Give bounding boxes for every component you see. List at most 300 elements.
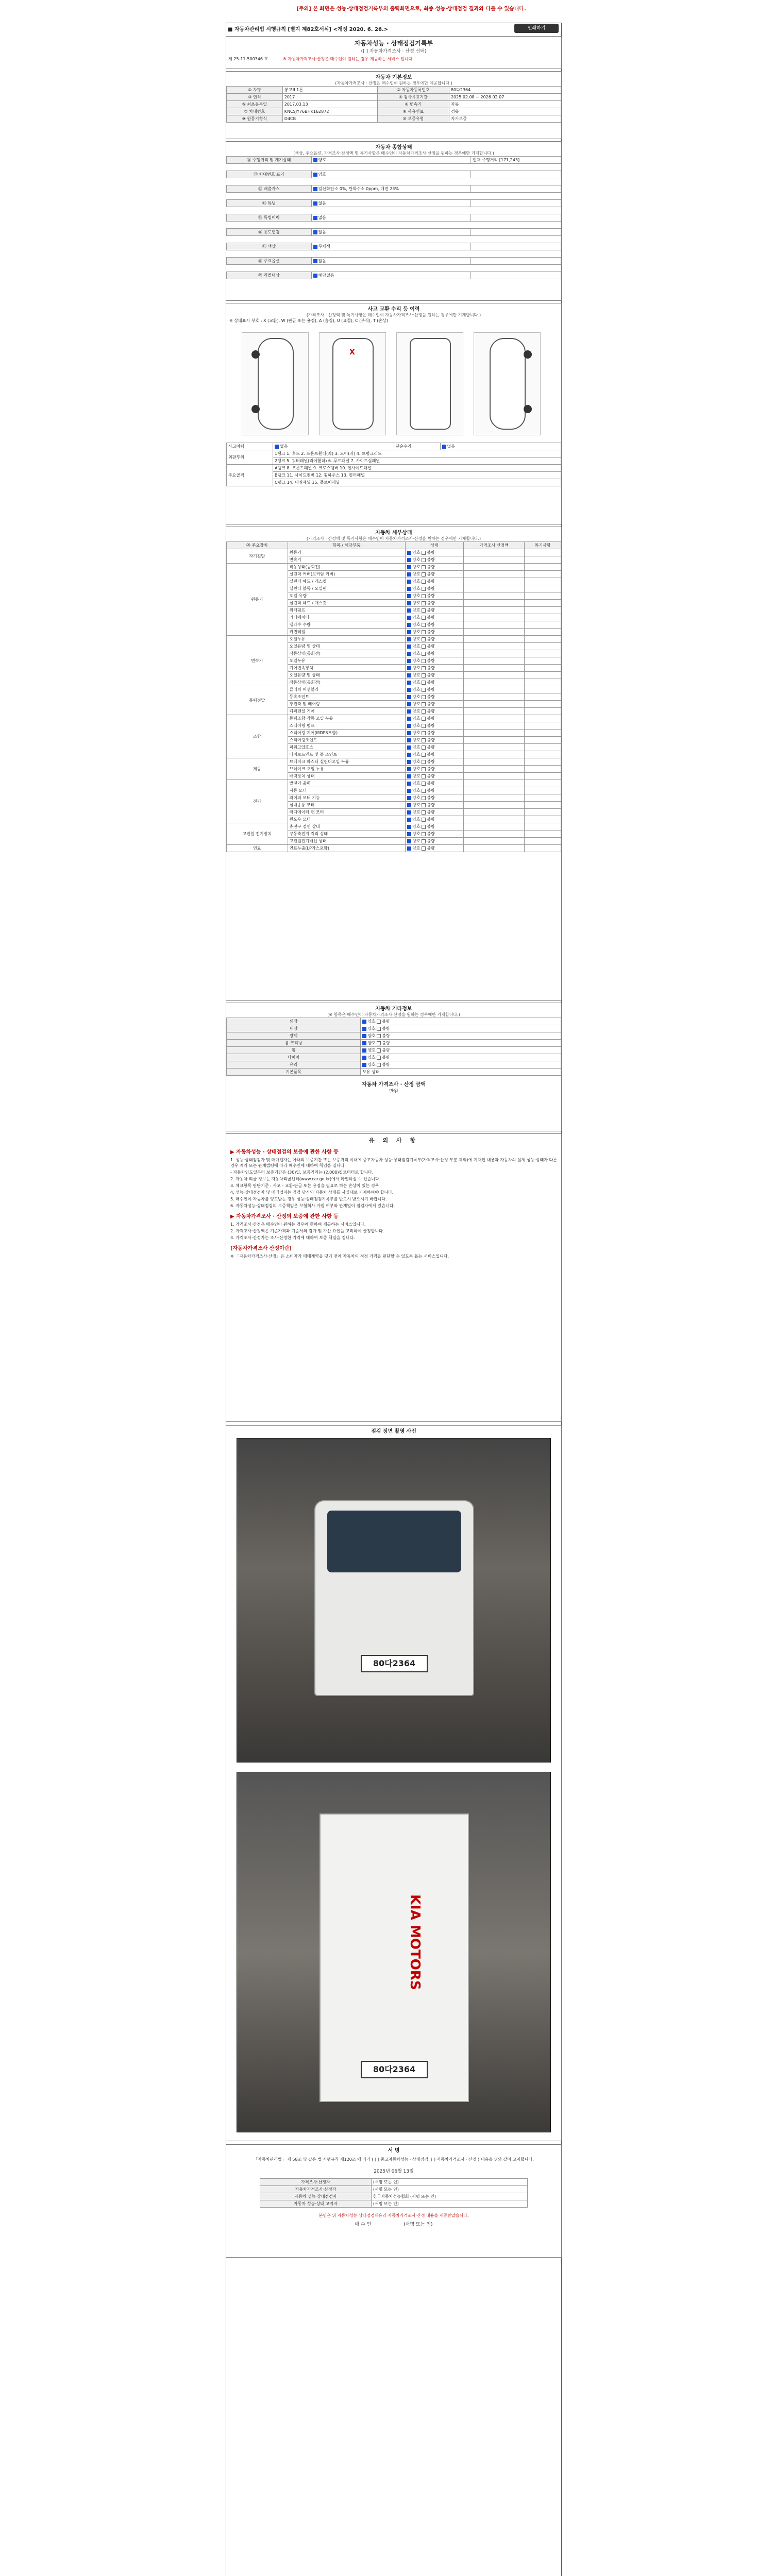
detail-price bbox=[463, 751, 525, 758]
detail-bad-checkbox[interactable] bbox=[422, 738, 426, 742]
detail-bad-checkbox[interactable] bbox=[422, 818, 426, 822]
other-label: 광택 bbox=[227, 1032, 361, 1040]
detail-good-label: 양호 bbox=[412, 579, 422, 584]
detail-good-label: 양호 bbox=[412, 839, 422, 843]
other-good-label: 양호 bbox=[367, 1019, 377, 1024]
damage-marker: X bbox=[349, 348, 355, 357]
status-extra bbox=[471, 171, 561, 178]
other-good-checkbox[interactable] bbox=[362, 1020, 366, 1024]
other-title: 자동차 기타정보 bbox=[375, 1006, 412, 1012]
detail-good-label: 양호 bbox=[412, 731, 422, 735]
car-diagram-right bbox=[474, 332, 541, 435]
detail-row bbox=[227, 549, 561, 556]
sign-value: (서명 또는 인) bbox=[371, 2179, 527, 2186]
detail-bad-checkbox[interactable] bbox=[422, 587, 426, 591]
detail-bad-checkbox[interactable] bbox=[422, 580, 426, 584]
detail-good-checkbox[interactable] bbox=[407, 810, 411, 815]
other-sub: (※ 항목은 매수인이 자동차가격조사·산정을 원하는 경우에만 기재합니다.) bbox=[327, 1012, 460, 1017]
detail-bad-checkbox[interactable] bbox=[422, 681, 426, 685]
basic-label: ③ 연식 bbox=[227, 94, 283, 101]
sign-row bbox=[260, 2193, 528, 2200]
rank-a: A랭크 8. 프론트패널 9. 크로스멤버 10. 인사이드패널 bbox=[273, 465, 561, 472]
rank-c: C랭크 14. 대쉬패널 15. 플로어패널 bbox=[273, 479, 561, 486]
detail-good-checkbox[interactable] bbox=[407, 659, 411, 663]
detail-bad-checkbox[interactable] bbox=[422, 774, 426, 778]
other-good-checkbox[interactable] bbox=[362, 1041, 366, 1045]
front-photo bbox=[237, 1438, 551, 1762]
detail-good-checkbox[interactable] bbox=[407, 623, 411, 627]
detail-good-checkbox[interactable] bbox=[407, 803, 411, 807]
other-label: 타이어 bbox=[227, 1054, 361, 1061]
detail-group: 조향 bbox=[227, 715, 288, 758]
other-good-checkbox[interactable] bbox=[362, 1048, 366, 1053]
detail-good-label: 양호 bbox=[412, 673, 422, 677]
detail-price bbox=[463, 657, 525, 665]
detail-good-label: 양호 bbox=[412, 615, 422, 620]
detail-note bbox=[525, 802, 561, 809]
detail-bad-checkbox[interactable] bbox=[422, 760, 426, 764]
status-value-label: 해당없음 bbox=[318, 273, 334, 278]
basic-row bbox=[227, 108, 561, 115]
detail-good-checkbox[interactable] bbox=[407, 709, 411, 714]
detail-bad-label: 불량 bbox=[427, 579, 435, 584]
detail-bad-label: 불량 bbox=[427, 565, 435, 569]
detail-good-checkbox[interactable] bbox=[407, 565, 411, 569]
detail-good-checkbox[interactable] bbox=[407, 767, 411, 771]
basic-value: 봉고Ⅲ 1톤 bbox=[282, 87, 377, 94]
guide-title-2: ▶ 자동차가격조사 · 산정의 보증에 관한 사항 등 bbox=[230, 1214, 339, 1219]
detail-price bbox=[463, 744, 525, 751]
guide-line: 5. 매수인이 자동차를 양도받는 경우 성능·상태점검기록부를 반드시 받으시기 바랍니다. bbox=[230, 1197, 387, 1201]
detail-bad-label: 불량 bbox=[427, 709, 435, 714]
detail-good-label: 양호 bbox=[412, 637, 422, 641]
detail-good-label: 양호 bbox=[412, 774, 422, 778]
detail-price bbox=[463, 564, 525, 571]
detail-item: 스티어링 기어(MDPS포함) bbox=[288, 730, 406, 737]
detail-good-checkbox[interactable] bbox=[407, 551, 411, 555]
detail-good-label: 양호 bbox=[412, 608, 422, 613]
detail-good-checkbox[interactable] bbox=[407, 572, 411, 577]
other-bad-checkbox[interactable] bbox=[377, 1034, 381, 1038]
sign-role: 자동차가격조사·산정자 bbox=[260, 2186, 372, 2193]
detail-price bbox=[463, 665, 525, 672]
detail-good-label: 양호 bbox=[412, 651, 422, 656]
price-title: 자동차 가격조사 · 산정 금액 bbox=[362, 1082, 426, 1088]
detail-good-checkbox[interactable] bbox=[407, 637, 411, 641]
detail-good-label: 양호 bbox=[412, 572, 422, 577]
detail-bad-checkbox[interactable] bbox=[422, 652, 426, 656]
other-label: 내장 bbox=[227, 1025, 361, 1032]
detail-good-label: 양호 bbox=[412, 694, 422, 699]
guide-line: 1. 가격조사·산정은 매수인이 원하는 경우에 한하여 제공하는 서비스입니다. bbox=[230, 1222, 366, 1227]
detail-good-checkbox[interactable] bbox=[407, 695, 411, 699]
detail-note bbox=[525, 607, 561, 614]
detail-bad-checkbox[interactable] bbox=[422, 825, 426, 829]
detail-head: 특기사항 bbox=[525, 542, 561, 549]
other-good-checkbox[interactable] bbox=[362, 1056, 366, 1060]
detail-good-checkbox[interactable] bbox=[407, 825, 411, 829]
equip-label: 기본품목 bbox=[227, 1069, 361, 1076]
detail-good-label: 양호 bbox=[412, 745, 422, 750]
detail-item: 동력조향 작동 오일 누유 bbox=[288, 715, 406, 722]
status-value-checkbox[interactable] bbox=[313, 201, 317, 206]
detail-bad-checkbox[interactable] bbox=[422, 832, 426, 836]
sign-row bbox=[260, 2179, 528, 2186]
detail-item: 오일유량 및 상태 bbox=[288, 672, 406, 679]
history-checkbox[interactable] bbox=[275, 445, 279, 449]
status-extra bbox=[471, 229, 561, 236]
other-section bbox=[226, 1003, 562, 1131]
detail-bad-label: 불량 bbox=[427, 630, 435, 634]
detail-good-checkbox[interactable] bbox=[407, 652, 411, 656]
detail-head: ⑳ 주요장치 bbox=[227, 542, 288, 549]
other-bad-checkbox[interactable] bbox=[377, 1048, 381, 1053]
detail-good-label: 양호 bbox=[412, 622, 422, 627]
other-good-label: 양호 bbox=[367, 1033, 377, 1038]
detail-bad-checkbox[interactable] bbox=[422, 709, 426, 714]
basic-value: 경유 bbox=[449, 108, 561, 115]
detail-bad-checkbox[interactable] bbox=[422, 666, 426, 670]
detail-price bbox=[463, 607, 525, 614]
detail-bad-checkbox[interactable] bbox=[422, 645, 426, 649]
other-row bbox=[227, 1032, 561, 1040]
detail-bad-checkbox[interactable] bbox=[422, 717, 426, 721]
detail-note bbox=[525, 556, 561, 564]
detail-price bbox=[463, 556, 525, 564]
detail-bad-checkbox[interactable] bbox=[422, 702, 426, 706]
detail-bad-label: 불량 bbox=[427, 586, 435, 591]
sign-value: (서명 또는 인) bbox=[371, 2186, 527, 2193]
detail-good-checkbox[interactable] bbox=[407, 558, 411, 562]
detail-bad-checkbox[interactable] bbox=[422, 695, 426, 699]
detail-note bbox=[525, 650, 561, 657]
other-bad-label: 불량 bbox=[382, 1019, 390, 1024]
detail-good-checkbox[interactable] bbox=[407, 796, 411, 800]
detail-bad-checkbox[interactable] bbox=[422, 789, 426, 793]
basic-label: ⑧ 사용연료 bbox=[377, 108, 449, 115]
detail-good-checkbox[interactable] bbox=[407, 673, 411, 677]
guide-list-1 bbox=[230, 1157, 557, 1209]
detail-note bbox=[525, 549, 561, 556]
detail-item: 와이퍼 모터 기능 bbox=[288, 794, 406, 802]
detail-bad-checkbox[interactable] bbox=[422, 753, 426, 757]
detail-bad-checkbox[interactable] bbox=[422, 565, 426, 569]
detail-price bbox=[463, 802, 525, 809]
detail-price bbox=[463, 701, 525, 708]
detail-bad-checkbox[interactable] bbox=[422, 673, 426, 677]
detail-price bbox=[463, 809, 525, 816]
detail-good-checkbox[interactable] bbox=[407, 580, 411, 584]
detail-price bbox=[463, 693, 525, 701]
car-diagram-top bbox=[319, 332, 386, 435]
detail-note bbox=[525, 679, 561, 686]
detail-title: 자동차 세부상태 bbox=[375, 530, 412, 536]
detail-note bbox=[525, 823, 561, 831]
detail-price bbox=[463, 758, 525, 766]
detail-bad-checkbox[interactable] bbox=[422, 767, 426, 771]
rank-b: B랭크 11. 사이드멤버 12. 휠하우스 13. 필러패널 bbox=[273, 472, 561, 479]
detail-bad-checkbox[interactable] bbox=[422, 637, 426, 641]
basic-row bbox=[227, 87, 561, 94]
detail-good-checkbox[interactable] bbox=[407, 745, 411, 750]
basic-info-table bbox=[226, 86, 561, 123]
detail-good-checkbox[interactable] bbox=[407, 594, 411, 598]
other-bad-label: 불량 bbox=[382, 1026, 390, 1031]
detail-good-checkbox[interactable] bbox=[407, 839, 411, 843]
sign-role: 자동차 성능·상태점검자 bbox=[260, 2193, 372, 2200]
detail-good-checkbox[interactable] bbox=[407, 789, 411, 793]
history-value: 없음 bbox=[280, 444, 288, 449]
detail-good-label: 양호 bbox=[412, 687, 422, 692]
detail-good-checkbox[interactable] bbox=[407, 601, 411, 605]
detail-note bbox=[525, 838, 561, 845]
detail-good-checkbox[interactable] bbox=[407, 666, 411, 670]
sign-date: 2025년 06월 13일 bbox=[374, 2169, 414, 2174]
status-section bbox=[226, 141, 562, 301]
detail-good-checkbox[interactable] bbox=[407, 760, 411, 764]
detail-bad-checkbox[interactable] bbox=[422, 601, 426, 605]
status-row bbox=[227, 200, 561, 207]
detail-note bbox=[525, 693, 561, 701]
detail-good-label: 양호 bbox=[412, 644, 422, 649]
status-table bbox=[226, 156, 561, 286]
detail-bad-checkbox[interactable] bbox=[422, 803, 426, 807]
detail-good-checkbox[interactable] bbox=[407, 717, 411, 721]
status-value-checkbox[interactable] bbox=[313, 259, 317, 263]
detail-bad-checkbox[interactable] bbox=[422, 572, 426, 577]
detail-bad-label: 불량 bbox=[427, 788, 435, 793]
detail-item: 타이로드엔드 및 볼 조인트 bbox=[288, 751, 406, 758]
detail-good-checkbox[interactable] bbox=[407, 738, 411, 742]
detail-note bbox=[525, 672, 561, 679]
detail-good-checkbox[interactable] bbox=[407, 782, 411, 786]
detail-bad-checkbox[interactable] bbox=[422, 623, 426, 627]
detail-bad-checkbox[interactable] bbox=[422, 796, 426, 800]
detail-head: 항목 / 해당부품 bbox=[288, 542, 406, 549]
status-value-checkbox[interactable] bbox=[313, 216, 317, 220]
detail-bad-checkbox[interactable] bbox=[422, 616, 426, 620]
detail-item: 스티어링조인트 bbox=[288, 737, 406, 744]
detail-good-checkbox[interactable] bbox=[407, 753, 411, 757]
status-value-label: 없음 bbox=[318, 230, 327, 234]
status-label: ⑫ 차대번호 표기 bbox=[227, 171, 312, 178]
other-bad-label: 불량 bbox=[382, 1055, 390, 1060]
basic-row bbox=[227, 94, 561, 101]
detail-note bbox=[525, 665, 561, 672]
detail-bad-checkbox[interactable] bbox=[422, 558, 426, 562]
detail-bad-label: 불량 bbox=[427, 673, 435, 677]
accident-section bbox=[226, 303, 562, 524]
status-sub: (색상, 주요옵션, 가격조사·산정액 및 특기사항은 매수인이 자동차가격조사·산정을 원하는 경우에만 기재합니다.) bbox=[293, 151, 494, 156]
other-label: 외장 bbox=[227, 1018, 361, 1025]
detail-good-checkbox[interactable] bbox=[407, 818, 411, 822]
photo-section bbox=[226, 1425, 562, 2141]
detail-price bbox=[463, 787, 525, 794]
detail-price bbox=[463, 571, 525, 578]
status-label: ⑲ 리콜대상 bbox=[227, 272, 312, 279]
detail-bad-label: 불량 bbox=[427, 795, 435, 800]
basic-row bbox=[227, 115, 561, 123]
other-bad-checkbox[interactable] bbox=[377, 1063, 381, 1067]
detail-bad-label: 불량 bbox=[427, 803, 435, 807]
sign-value: 한국자동차성능협회 (서명 또는 인) bbox=[371, 2193, 527, 2200]
detail-item: 기어변속장치 bbox=[288, 665, 406, 672]
other-bad-checkbox[interactable] bbox=[377, 1020, 381, 1024]
repair-label: 단순수리 bbox=[394, 443, 440, 450]
guide-line: 3. 가격조사·산정자는 조사·산정한 가격에 대하여 보증 책임을 집니다. bbox=[230, 1235, 355, 1240]
sign-row bbox=[260, 2200, 528, 2208]
print-button[interactable]: 인쇄하기 bbox=[514, 24, 559, 33]
repair-checkbox[interactable] bbox=[442, 445, 446, 449]
detail-price bbox=[463, 621, 525, 629]
main-frame-label: 주요골격 bbox=[227, 465, 273, 486]
equip-value: 보유 상태 bbox=[361, 1069, 561, 1076]
other-row bbox=[227, 1040, 561, 1047]
detail-group: 자기진단 bbox=[227, 549, 288, 564]
other-bad-checkbox[interactable] bbox=[377, 1041, 381, 1045]
detail-item: 고전원전기배선 상태 bbox=[288, 838, 406, 845]
status-value-checkbox[interactable] bbox=[313, 274, 317, 278]
detail-note bbox=[525, 809, 561, 816]
detail-bad-label: 불량 bbox=[427, 817, 435, 822]
detail-row bbox=[227, 686, 561, 693]
status-extra bbox=[471, 200, 561, 207]
status-label: ⑪ 주행거리 및 계기상태 bbox=[227, 157, 312, 164]
detail-good-label: 양호 bbox=[412, 759, 422, 764]
detail-note bbox=[525, 564, 561, 571]
detail-group: 연료 bbox=[227, 845, 288, 852]
status-row bbox=[227, 185, 561, 193]
detail-good-checkbox[interactable] bbox=[407, 774, 411, 778]
other-good-label: 양호 bbox=[367, 1041, 377, 1045]
status-value-checkbox[interactable] bbox=[313, 187, 317, 191]
other-bad-label: 불량 bbox=[382, 1048, 390, 1053]
other-good-checkbox[interactable] bbox=[362, 1027, 366, 1031]
detail-good-checkbox[interactable] bbox=[407, 731, 411, 735]
title-block bbox=[226, 36, 562, 69]
signature-section bbox=[226, 2144, 562, 2258]
detail-bad-label: 불량 bbox=[427, 832, 435, 836]
detail-bad-checkbox[interactable] bbox=[422, 551, 426, 555]
detail-bad-checkbox[interactable] bbox=[422, 782, 426, 786]
other-good-checkbox[interactable] bbox=[362, 1034, 366, 1038]
detail-bad-checkbox[interactable] bbox=[422, 724, 426, 728]
detail-good-checkbox[interactable] bbox=[407, 616, 411, 620]
detail-good-checkbox[interactable] bbox=[407, 587, 411, 591]
detail-bad-checkbox[interactable] bbox=[422, 688, 426, 692]
detail-good-checkbox[interactable] bbox=[407, 702, 411, 706]
other-bad-checkbox[interactable] bbox=[377, 1056, 381, 1060]
detail-row bbox=[227, 758, 561, 766]
detail-bad-checkbox[interactable] bbox=[422, 659, 426, 663]
detail-bad-label: 불량 bbox=[427, 781, 435, 786]
detail-group: 제동 bbox=[227, 758, 288, 780]
detail-good-checkbox[interactable] bbox=[407, 630, 411, 634]
detail-good-label: 양호 bbox=[412, 565, 422, 569]
basic-value: 2017.03.13 bbox=[282, 101, 377, 108]
detail-item: 브레이크 마스터 실린더오일 누유 bbox=[288, 758, 406, 766]
status-extra bbox=[471, 214, 561, 222]
detail-good-label: 양호 bbox=[412, 832, 422, 836]
detail-good-label: 양호 bbox=[412, 723, 422, 728]
sign-title: 서 명 bbox=[388, 2148, 400, 2154]
detail-good-label: 양호 bbox=[412, 680, 422, 685]
detail-item: 추진축 및 베어링 bbox=[288, 701, 406, 708]
other-bad-label: 불량 bbox=[382, 1041, 390, 1045]
detail-bad-label: 불량 bbox=[427, 608, 435, 613]
detail-bad-checkbox[interactable] bbox=[422, 839, 426, 843]
doc-note: ※ 자동차가격조사·산정은 매수인이 원하는 경우 제공하는 서비스 입니다. bbox=[283, 57, 414, 61]
detail-bad-checkbox[interactable] bbox=[422, 594, 426, 598]
status-label: ⑮ 특별이력 bbox=[227, 214, 312, 222]
detail-price bbox=[463, 794, 525, 802]
sign-statement: 「자동차관리법」 제 58조 및 같은 법 시행규칙 제120조 에 따라 ( [ ] 중고자동차성능 · 상태점검, [ ] 자동차가격조사 · 산정 ) 내용을 위와 같이 고지합니다. bbox=[254, 2157, 534, 2162]
rank-1: 1랭크 1. 후드 2. 프론트휀더(좌) 3. 도어(좌) 4. 트렁크리드 bbox=[273, 450, 561, 457]
detail-bad-checkbox[interactable] bbox=[422, 608, 426, 613]
detail-note bbox=[525, 629, 561, 636]
guide-line: 6. 자동차성능·상태점검의 보증책임은 보험회사 가입 여부와 관계없이 점검자에게 있습니다. bbox=[230, 1204, 395, 1208]
basic-label: ⑩ 보증유형 bbox=[377, 115, 449, 123]
status-value-checkbox[interactable] bbox=[313, 230, 317, 234]
detail-price bbox=[463, 715, 525, 722]
basic-row bbox=[227, 101, 561, 108]
detail-item: 실린더 블록 / 오일팬 bbox=[288, 585, 406, 592]
detail-price bbox=[463, 737, 525, 744]
detail-note bbox=[525, 715, 561, 722]
detail-bad-label: 불량 bbox=[427, 824, 435, 829]
detail-head: 상태 bbox=[406, 542, 464, 549]
detail-good-checkbox[interactable] bbox=[407, 681, 411, 685]
detail-item: 실린더 커버(로커암 커버) bbox=[288, 571, 406, 578]
detail-good-checkbox[interactable] bbox=[407, 846, 411, 851]
detail-bad-checkbox[interactable] bbox=[422, 745, 426, 750]
detail-bad-checkbox[interactable] bbox=[422, 731, 426, 735]
detail-note bbox=[525, 701, 561, 708]
detail-bad-checkbox[interactable] bbox=[422, 810, 426, 815]
detail-price bbox=[463, 643, 525, 650]
detail-note bbox=[525, 657, 561, 665]
detail-good-checkbox[interactable] bbox=[407, 645, 411, 649]
detail-bad-checkbox[interactable] bbox=[422, 846, 426, 851]
guide-list-3 bbox=[230, 1253, 557, 1259]
other-good-label: 양호 bbox=[367, 1055, 377, 1060]
other-bad-checkbox[interactable] bbox=[377, 1027, 381, 1031]
other-good-label: 양호 bbox=[367, 1062, 377, 1067]
other-good-checkbox[interactable] bbox=[362, 1063, 366, 1067]
detail-good-checkbox[interactable] bbox=[407, 832, 411, 836]
detail-price bbox=[463, 831, 525, 838]
status-row bbox=[227, 171, 561, 178]
status-value-checkbox[interactable] bbox=[313, 173, 317, 177]
detail-good-checkbox[interactable] bbox=[407, 688, 411, 692]
detail-bad-label: 불량 bbox=[427, 716, 435, 721]
detail-good-checkbox[interactable] bbox=[407, 608, 411, 613]
detail-bad-checkbox[interactable] bbox=[422, 630, 426, 634]
detail-item: 등속조인트 bbox=[288, 693, 406, 701]
status-value-checkbox[interactable] bbox=[313, 158, 317, 162]
status-row bbox=[227, 243, 561, 250]
detail-row bbox=[227, 823, 561, 831]
status-value-checkbox[interactable] bbox=[313, 245, 317, 249]
receiver-sign: (서명 또는 인) bbox=[404, 2222, 433, 2227]
detail-price bbox=[463, 600, 525, 607]
basic-label: ① 차명 bbox=[227, 87, 283, 94]
detail-good-checkbox[interactable] bbox=[407, 724, 411, 728]
detail-bad-label: 불량 bbox=[427, 680, 435, 685]
status-value-label: 일산화탄소 0%, 탄화수소 0ppm, 매연 23% bbox=[318, 187, 399, 191]
accident-sub: (가격조사 · 산정액 및 특기사항은 매수인이 자동차가격조사·산정을 원하는 경우에만 기재합니다.) bbox=[306, 313, 481, 317]
detail-price bbox=[463, 773, 525, 780]
